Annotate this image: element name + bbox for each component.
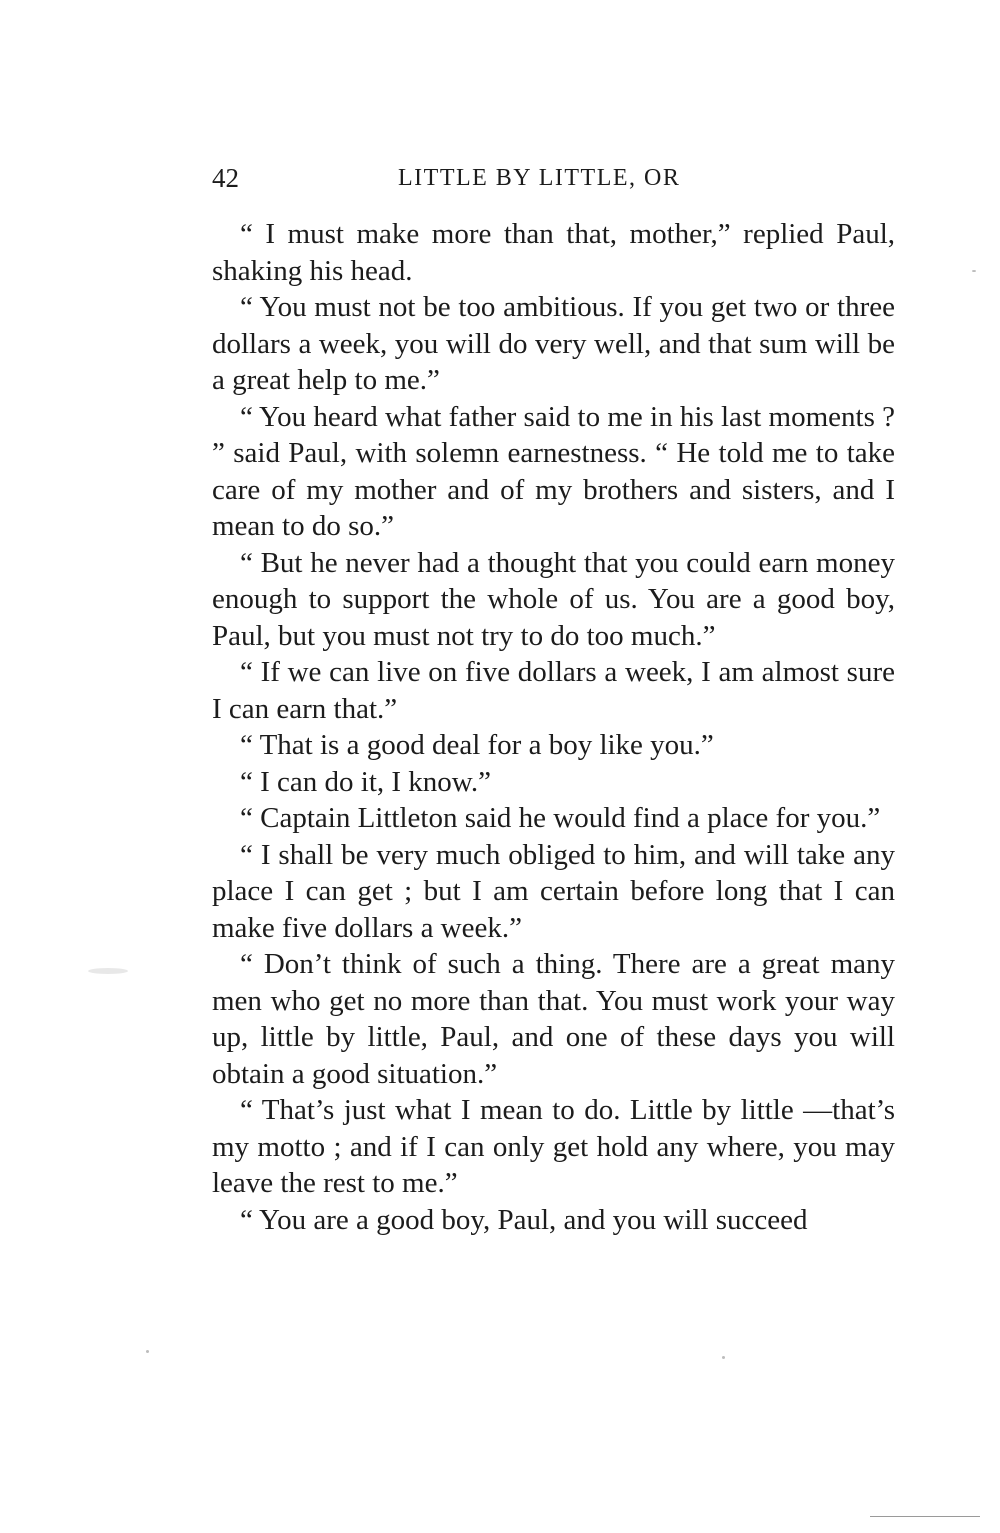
paragraph: “ I can do it, I know.” <box>240 765 491 798</box>
paragraph: “ That is a good deal for a boy like you.” <box>240 729 714 761</box>
paragraph: “ I must make more than that, mother,” replied Paul, shaking his head. <box>212 218 895 287</box>
scan-speck <box>722 1356 725 1359</box>
page-number: 42 <box>212 163 239 193</box>
paragraph: “ You are a good boy, Paul, and you will succeed <box>240 1203 808 1236</box>
body-text <box>212 216 895 1238</box>
paragraph: “ Captain Littleton said he would find a place for you.” <box>240 802 881 834</box>
paragraph: “ If we can live on five dollars a week, I am almost sure I can earn that.” <box>212 656 895 725</box>
running-head <box>212 160 895 196</box>
scan-speck <box>146 1350 149 1353</box>
paragraph: “ I shall be very much obliged to him, and will take any place I can get ; but I am certain before long that I can make five dollars a week.” <box>212 838 895 944</box>
scan-speck <box>972 270 976 272</box>
scan-speck <box>88 968 128 974</box>
paragraph: “ But he never had a thought that you could earn money enough to support the whole of us. You are a good boy, Paul, but you must not try to do too much.” <box>212 546 895 652</box>
paragraph: “ That’s just what I mean to do. Little by little —that’s my motto ; and if I can only get hold any where, you may leave the rest to me.” <box>212 1094 895 1199</box>
scan-edge-mark <box>870 1516 980 1517</box>
paragraph: “ You heard what father said to me in his last moments ? ” said Paul, with solemn earnestness. “ He told me to take care of my mother and of my brothers and sisters, and I mean to do so.” <box>212 400 895 542</box>
running-title: LITTLE BY LITTLE, OR <box>398 165 681 191</box>
paragraph: “ Don’t think of such a thing. There are a great many men who get no more than that. You must work your way up, little by little, Paul, and one of these days you will obtain a good situation.” <box>212 948 895 1090</box>
paragraph: “ You must not be too ambitious. If you get two or three dollars a week, you will do very well, and that sum will be a great help to me.” <box>212 291 895 396</box>
